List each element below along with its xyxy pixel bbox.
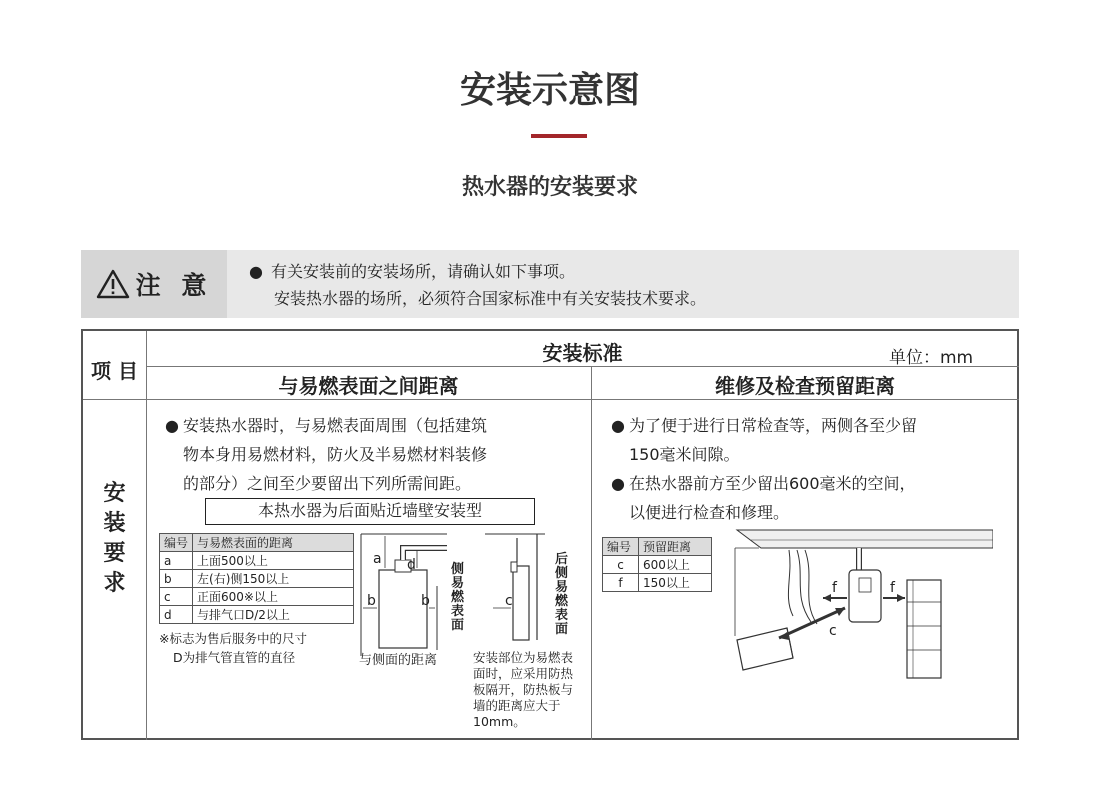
bullet-icon: ● [611, 474, 625, 493]
dim-label-f: f [890, 580, 895, 596]
clearance-table-header: 编号 [603, 538, 639, 556]
left-bullet-text [165, 411, 487, 498]
install-type-box [205, 498, 535, 525]
item-header: 项 目 [91, 359, 138, 383]
distance-table-cell: d [160, 606, 193, 624]
distance-table-cell: b [160, 570, 193, 588]
dim-label-c: c [829, 623, 837, 639]
side-surface-label: 侧易燃表面 [451, 562, 465, 633]
rear-caption-line: 墙的距离应大于 [473, 698, 561, 713]
rear-caption-line: 10mm。 [473, 714, 526, 729]
page-subtitle: 热水器的安装要求 [461, 175, 638, 200]
rear-surface-label: 后侧易燃表面 [555, 552, 569, 637]
maintenance-space-diagram [731, 526, 993, 686]
warning-triangle-icon [96, 269, 130, 299]
distance-table-header: 编号 [160, 534, 193, 552]
left-bullet-line: 物本身用易燃材料，防火及半易燃材料装修 [183, 445, 488, 464]
right-bullet-text [611, 411, 917, 527]
dim-label-b: b [367, 593, 376, 609]
title-rule [531, 134, 587, 138]
dim-label-d: d [407, 557, 416, 573]
side-caption: 与侧面的距离 [359, 653, 438, 668]
right-bullet-line: 为了便于进行日常检查等，两侧各至少留 [629, 416, 918, 435]
distance-table-cell: 与排气口D/2以上 [193, 606, 354, 624]
dim-label-c: c [505, 593, 513, 609]
row-header-char: 安 [103, 481, 126, 506]
notice-label: 注 意 [135, 271, 213, 300]
distance-table-cell: 左(右)侧150以上 [193, 570, 354, 588]
distance-table-header: 与易燃表面的距离 [193, 534, 354, 552]
distance-table-cell: a [160, 552, 193, 570]
bullet-icon: ● [249, 262, 263, 281]
right-bullet-line: 以便进行检查和修理。 [629, 503, 790, 522]
notice-box [81, 250, 1019, 318]
rear-caption-line: 板隔开，防热板与 [473, 682, 574, 697]
dim-label-a: a [373, 551, 382, 567]
rear-clearance-diagram [475, 526, 555, 648]
row-header-char: 求 [103, 571, 126, 596]
right-bullet-line: 150毫米间隙。 [629, 445, 740, 464]
bullet-icon: ● [611, 416, 625, 435]
left-bullet-line: 安装热水器时，与易燃表面周围（包括建筑 [183, 416, 488, 435]
install-type-label: 本热水器为后面贴近墙壁安装型 [257, 501, 482, 520]
install-standard-table [81, 329, 1019, 740]
row-header-char: 要 [103, 541, 126, 566]
col2-header: 维修及检查预留距离 [715, 374, 895, 398]
notice-header [81, 250, 227, 318]
dim-label-b: b [421, 593, 430, 609]
rear-caption-line: 安装部位为易燃表 [473, 650, 574, 665]
distance-note: ※标志为售后服务中的尺寸 [159, 631, 307, 646]
dim-label-f: f [832, 580, 837, 596]
left-bullet-line: 的部分）之间至少要留出下列所需间距。 [183, 474, 472, 493]
row-header-char: 装 [103, 511, 126, 536]
clearance-table-header: 预留距离 [639, 538, 712, 556]
clearance-table-cell: 150以上 [639, 574, 712, 592]
clearance-table-cell: c [603, 556, 639, 574]
clearance-table [602, 537, 712, 592]
distance-notes [159, 629, 307, 667]
unit-label: 单位：mm [889, 348, 974, 368]
distance-note: D为排气管直管的直径 [173, 650, 296, 665]
page-title: 安装示意图 [459, 70, 640, 111]
row-header [83, 479, 146, 599]
distance-table [159, 533, 354, 624]
rear-caption [473, 650, 573, 730]
rear-caption-line: 面时，应采用防热 [473, 666, 574, 681]
bullet-icon: ● [165, 416, 179, 435]
right-bullet-line: 在热水器前方至少留出600毫米的空间， [629, 474, 916, 493]
clearance-table-cell: f [603, 574, 639, 592]
notice-line-1: 有关安装前的安装场所，请确认如下事项。 [271, 262, 576, 281]
col1-header: 与易燃表面之间距离 [278, 374, 459, 398]
notice-text [249, 258, 706, 312]
distance-table-cell: 正面600※以上 [193, 588, 354, 606]
distance-table-cell: 上面500以上 [193, 552, 354, 570]
clearance-table-cell: 600以上 [639, 556, 712, 574]
notice-line-2: 安装热水器的场所，必须符合国家标准中有关安装技术要求。 [274, 289, 707, 308]
standard-header: 安装标准 [542, 341, 623, 365]
distance-table-cell: c [160, 588, 193, 606]
